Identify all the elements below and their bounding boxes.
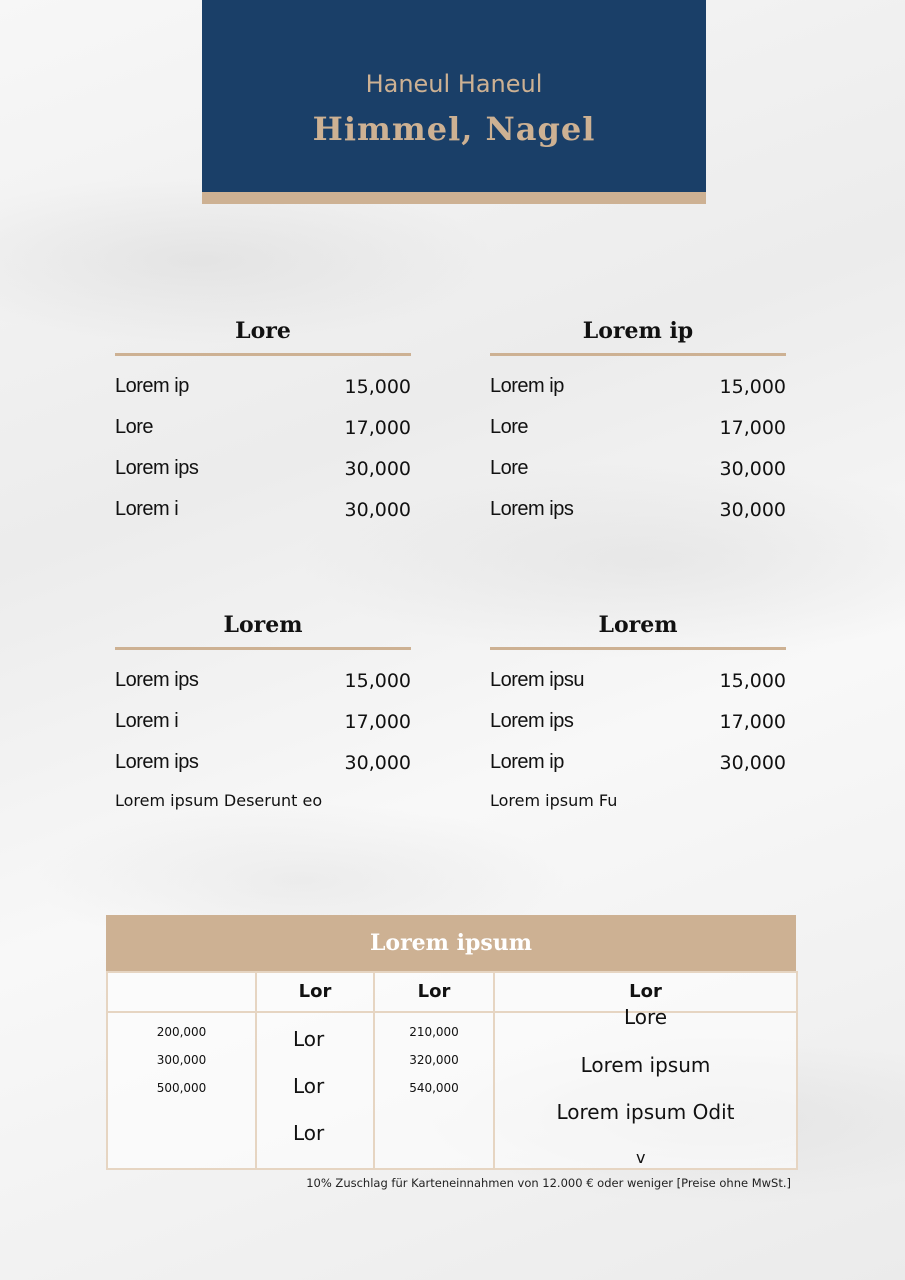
footnote: 10% Zuschlag für Karteneinnahmen von 12.000 € oder weniger [Preise ohne MwSt.] (306, 1176, 791, 1190)
cell-value: Lorem ipsum Odit (556, 1100, 735, 1124)
price-table (106, 915, 796, 1170)
item-name: Lorem ip (490, 751, 564, 773)
menu-item (490, 448, 786, 489)
item-price: 17,000 (344, 416, 411, 439)
item-name: Lore (490, 416, 529, 438)
menu-item (490, 701, 786, 742)
table-cell (107, 1012, 256, 1169)
menu-item (115, 660, 411, 701)
item-name: Lorem ips (115, 669, 199, 691)
table-header: Lor (256, 972, 374, 1012)
section-title: Lorem (223, 612, 303, 638)
menu-item (115, 366, 411, 407)
menu-item (490, 660, 786, 701)
menu-item (490, 489, 786, 530)
menu-section-2 (490, 315, 786, 530)
cell-value: 540,000 (409, 1081, 459, 1095)
item-price: 17,000 (344, 710, 411, 733)
section-divider (490, 647, 786, 650)
table-cell (374, 1012, 494, 1169)
item-price: 17,000 (719, 710, 786, 733)
cell-value: Lor (293, 1027, 325, 1051)
section-divider (115, 353, 411, 356)
menu-item (490, 407, 786, 448)
table-cell (256, 1012, 374, 1169)
menu-section-3 (115, 609, 411, 810)
cell-value: Lor (293, 1121, 325, 1145)
item-name: Lorem ip (490, 375, 564, 397)
header-subtitle: Haneul Haneul (365, 70, 543, 98)
item-price: 17,000 (719, 416, 786, 439)
cell-value: Lor (293, 1074, 325, 1098)
table-header (107, 972, 256, 1012)
cell-value: 200,000 (156, 1025, 207, 1039)
item-name: Lorem ips (490, 498, 574, 520)
item-name: Lorem i (115, 498, 179, 520)
section-title: Lorem ip (582, 318, 694, 344)
item-name: Lorem ips (115, 457, 199, 479)
cell-value: Lorem ipsum (580, 1053, 711, 1077)
section-divider (115, 647, 411, 650)
section-divider (490, 353, 786, 356)
menu-item (115, 489, 411, 530)
section-title: Lorem (598, 612, 678, 638)
table-row (107, 1012, 797, 1169)
section-note: Lorem ipsum Deserunt eo (115, 791, 323, 810)
menu-item (490, 366, 786, 407)
menu-item (115, 742, 411, 783)
menu-item (490, 742, 786, 783)
cell-value: 320,000 (409, 1053, 459, 1067)
price-grid (106, 971, 798, 1170)
header-accent-bar (202, 192, 706, 204)
item-price: 15,000 (344, 375, 411, 398)
cell-value: 300,000 (156, 1053, 207, 1067)
overflow-text: v (636, 1148, 646, 1167)
item-price: 15,000 (719, 669, 786, 692)
item-price: 15,000 (344, 669, 411, 692)
menu-item (115, 448, 411, 489)
cell-value: Lore (623, 1005, 668, 1029)
menu-section-4 (490, 609, 786, 810)
cell-value: 210,000 (409, 1025, 459, 1039)
item-price: 30,000 (719, 751, 786, 774)
header-banner (202, 0, 706, 192)
item-price: 30,000 (344, 457, 411, 480)
table-header: Lor (494, 972, 797, 1012)
item-price: 30,000 (344, 498, 411, 521)
item-name: Lorem ips (115, 751, 199, 773)
table-header: Lor (374, 972, 494, 1012)
item-name: Lorem i (115, 710, 179, 732)
item-price: 30,000 (719, 498, 786, 521)
item-price: 15,000 (719, 375, 786, 398)
section-note: Lorem ipsum Fu (490, 791, 618, 810)
item-name: Lorem ips (490, 710, 574, 732)
table-cell (494, 1005, 797, 1169)
menu-item (115, 701, 411, 742)
section-title: Lore (235, 318, 291, 344)
menu-section-1 (115, 315, 411, 530)
item-name: Lorem ip (115, 375, 189, 397)
header-title: Himmel, Nagel (312, 110, 596, 148)
item-price: 30,000 (719, 457, 786, 480)
item-name: Lore (115, 416, 154, 438)
item-price: 30,000 (344, 751, 411, 774)
cell-value: 500,000 (156, 1081, 207, 1095)
item-name: Lorem ipsu (490, 669, 584, 691)
item-name: Lore (490, 457, 529, 479)
price-table-title: Lorem ipsum (106, 915, 796, 971)
menu-item (115, 407, 411, 448)
